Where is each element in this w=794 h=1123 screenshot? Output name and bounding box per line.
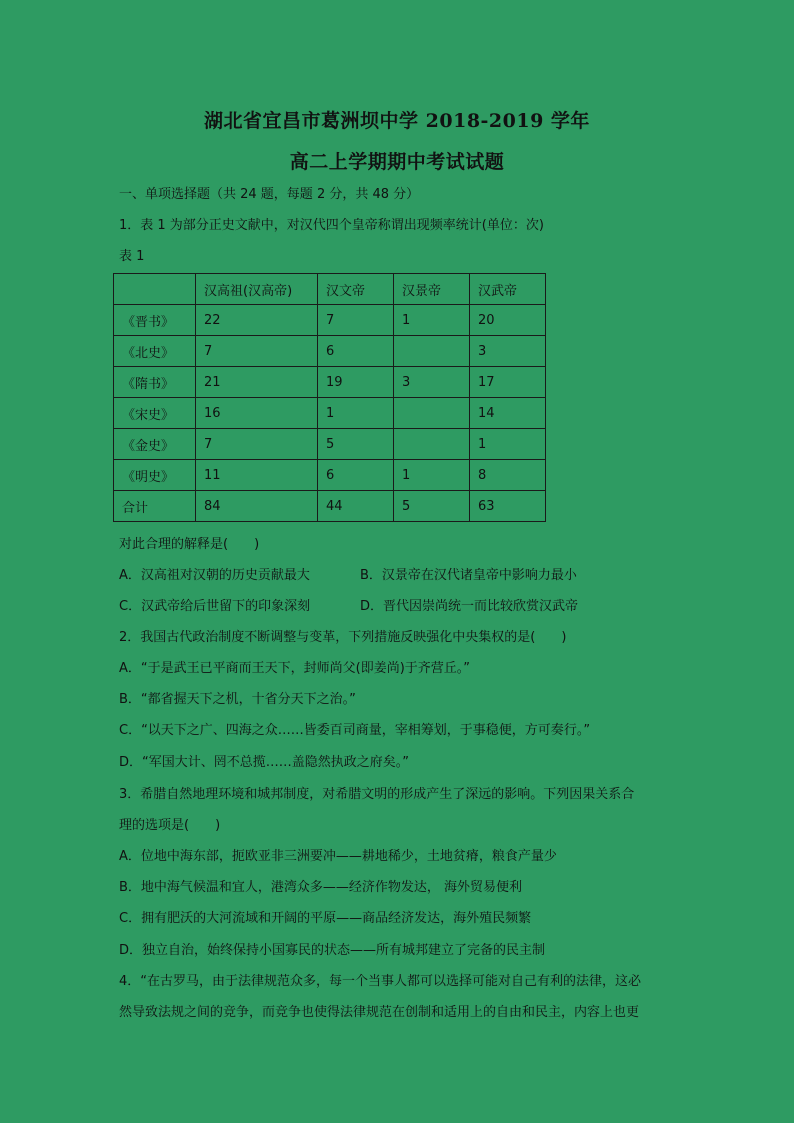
- table-cell: [394, 429, 470, 460]
- table-cell: 合计: [114, 491, 196, 522]
- table-cell: 17: [470, 367, 546, 398]
- table-cell: 《北史》: [114, 336, 196, 367]
- table-cell: 《明史》: [114, 460, 196, 491]
- table-cell: 7: [196, 429, 318, 460]
- q3-option-b: B．地中海气候温和宜人，港湾众多——经济作物发达， 海外贸易便利: [119, 880, 523, 895]
- table-total-row: [114, 491, 546, 522]
- table-cell: 3: [394, 367, 470, 398]
- table-cell: 《金史》: [114, 429, 196, 460]
- q2-option-c: C．“以天下之广、四海之众……皆委百司商量，宰相筹划，于事稳便，方可奏行。”: [119, 723, 591, 738]
- table-row: [114, 305, 546, 336]
- table-cell: [394, 336, 470, 367]
- table-cell: 7: [318, 305, 394, 336]
- table-cell: [394, 398, 470, 429]
- table-cell: 5: [318, 429, 394, 460]
- q2-option-a: A．“于是武王已平商而王天下，封师尚父(即姜尚)于齐营丘。”: [119, 661, 471, 676]
- q1-option-d: D．晋代因崇尚统一而比较欣赏汉武帝: [360, 599, 579, 614]
- frequency-table: [113, 273, 546, 522]
- table-cell: 7: [196, 336, 318, 367]
- table-caption: 表 1: [119, 249, 145, 264]
- q2-option-b: B．“都省握天下之机，十省分天下之治。”: [119, 692, 356, 707]
- table-cell: 11: [196, 460, 318, 491]
- table-cell: 19: [318, 367, 394, 398]
- section-heading: 一、单项选择题（共 24 题，每题 2 分，共 48 分）: [119, 187, 420, 202]
- table-row: [114, 460, 546, 491]
- q3-stem-line2: 理的选项是( ): [119, 818, 221, 833]
- table-row: [114, 367, 546, 398]
- table-cell: 5: [394, 491, 470, 522]
- table-cell: 1: [470, 429, 546, 460]
- exam-title-line2: 高二上学期期中考试试题: [289, 151, 505, 173]
- table-cell: 16: [196, 398, 318, 429]
- table-cell: 21: [196, 367, 318, 398]
- table-row: [114, 429, 546, 460]
- table-cell: 20: [470, 305, 546, 336]
- table-cell: 14: [470, 398, 546, 429]
- table-cell: 84: [196, 491, 318, 522]
- q2-stem: 2．我国古代政治制度不断调整与变革，下列措施反映强化中央集权的是( ): [119, 630, 567, 645]
- q1-option-a: A．汉高祖对汉朝的历史贡献最大: [119, 568, 310, 583]
- table-header-row: [114, 274, 546, 305]
- table-header-cell: 汉武帝: [470, 274, 546, 305]
- table-cell: 63: [470, 491, 546, 522]
- exam-title-line1: 湖北省宜昌市葛洲坝中学 2018-2019 学年: [204, 110, 590, 132]
- q3-stem-line1: 3．希腊自然地理环境和城邦制度，对希腊文明的形成产生了深远的影响。下列因果关系合: [119, 787, 635, 802]
- table-cell: 《隋书》: [114, 367, 196, 398]
- table-cell: 6: [318, 460, 394, 491]
- q1-stem: 1．表 1 为部分正史文献中，对汉代四个皇帝称谓出现频率统计(单位：次): [119, 218, 544, 233]
- table-cell: 《宋史》: [114, 398, 196, 429]
- q1-prompt: 对此合理的解释是( ): [119, 537, 260, 552]
- table-header-cell: 汉文帝: [318, 274, 394, 305]
- table-row: [114, 398, 546, 429]
- q1-option-b: B．汉景帝在汉代诸皇帝中影响力最小: [360, 568, 577, 583]
- table-header-cell: 汉景帝: [394, 274, 470, 305]
- table-header-cell: 汉高祖(汉高帝): [196, 274, 318, 305]
- table-cell: 1: [394, 460, 470, 491]
- table-cell: 《晋书》: [114, 305, 196, 336]
- q4-stem-line1: 4．“在古罗马，由于法律规范众多，每一个当事人都可以选择可能对自己有利的法律，这必: [119, 974, 642, 989]
- table-cell: 3: [470, 336, 546, 367]
- table-header-cell: [114, 274, 196, 305]
- table-cell: 6: [318, 336, 394, 367]
- q2-option-d: D．“军国大计、罔不总揽……盖隐然执政之府矣。”: [119, 755, 409, 770]
- q3-option-d: D．独立自治，始终保持小国寡民的状态——所有城邦建立了完备的民主制: [119, 943, 546, 958]
- q3-option-c: C．拥有肥沃的大河流域和开阔的平原——商品经济发达，海外殖民频繁: [119, 911, 532, 926]
- table-cell: 22: [196, 305, 318, 336]
- table-cell: 44: [318, 491, 394, 522]
- table-cell: 1: [394, 305, 470, 336]
- table-cell: 8: [470, 460, 546, 491]
- q1-option-c: C．汉武帝给后世留下的印象深刻: [119, 599, 311, 614]
- table-cell: 1: [318, 398, 394, 429]
- q4-stem-line2: 然导致法规之间的竞争，而竞争也使得法律规范在创制和适用上的自由和民主，内容上也更: [119, 1005, 640, 1020]
- q3-option-a: A．位地中海东部，扼欧亚非三洲要冲——耕地稀少，土地贫瘠，粮食产量少: [119, 849, 557, 864]
- table-row: [114, 336, 546, 367]
